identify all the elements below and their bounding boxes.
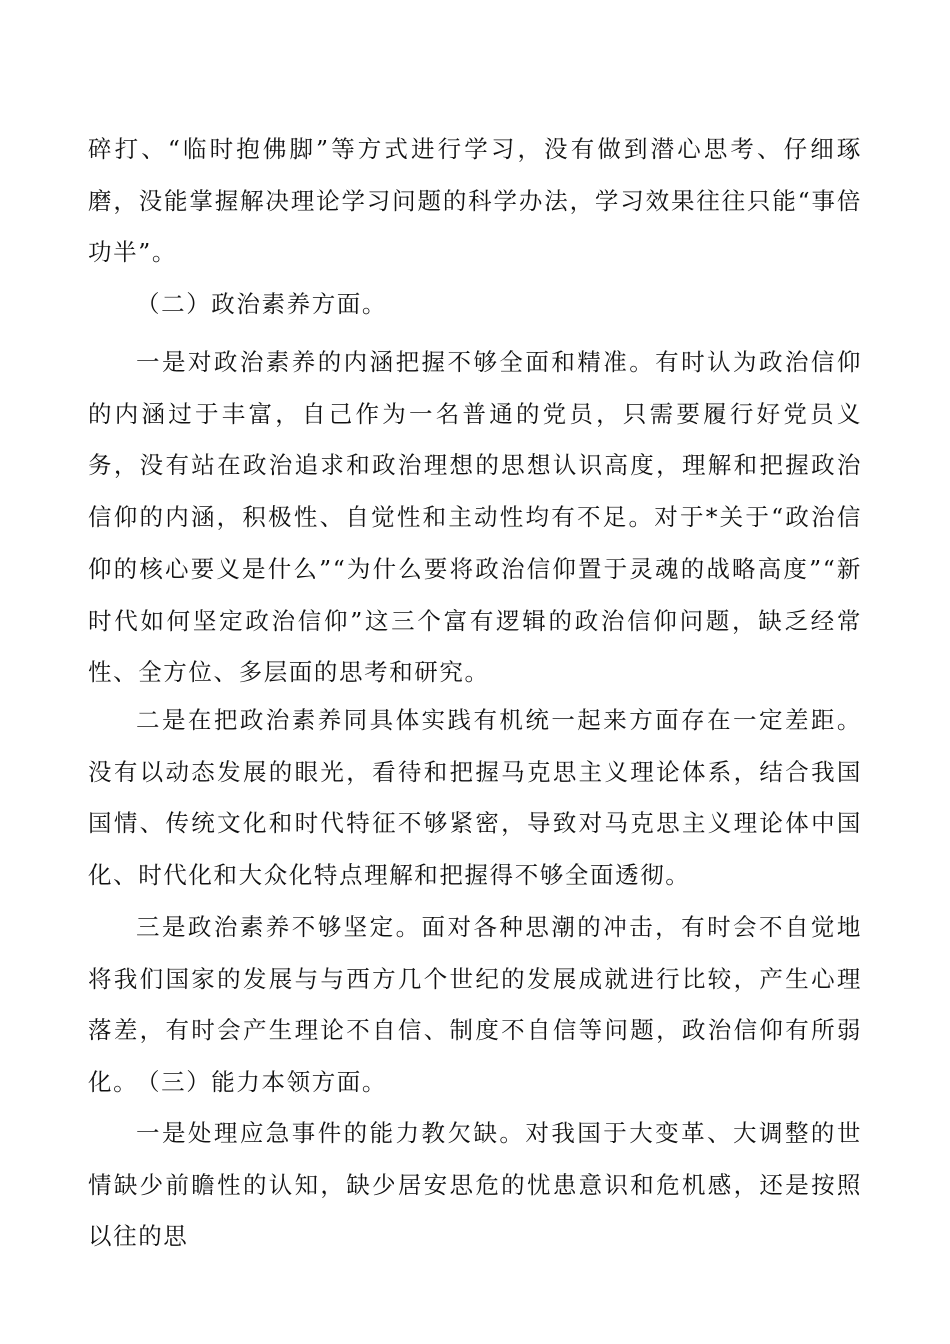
section-heading-ability: （三）能力本领方面。 bbox=[136, 1068, 387, 1096]
paragraph-political-point-3: 三是政治素养不够坚定。面对各种思潮的冲击，有时会不自觉地将我们国家的发展与与西方几个世纪的发展成就进行比较，产生心理落差，有时会产生理论不自信、制度不自信等问题，政治信仰有所弱化。 bbox=[88, 913, 862, 1097]
paragraph-continuation: 碎打、“临时抱佛脚”等方式进行学习，没有做到潜心思考、仔细琢磨，没能掌握解决理论学习问题的科学办法，学习效果往往只能“事倍功半”。 bbox=[88, 135, 862, 267]
paragraph-political-point-1: 一是对政治素养的内涵把握不够全面和精准。有时认为政治信仰的内涵过于丰富，自己作为一名普通的党员，只需要履行好党员义务，没有站在政治追求和政治理想的思想认识高度，理解和把握政治信仰的内涵，积极性、自觉性和主动性均有不足。对于*关于“政治信仰的核心要义是什么”“为什么要将政治信仰置于灵魂的战略高度”“新时代如何坚定政治信仰”这三个富有逻辑的政治信仰问题，缺乏经常性、全方位、多层面的思考和研究。 bbox=[88, 348, 862, 687]
paragraph-ability-point-1: 一是处理应急事件的能力教欠缺。对我国于大变革、大调整的世情缺少前瞻性的认知，缺少居安思危的忧患意识和危机感，还是按照以往的思 bbox=[88, 1119, 862, 1251]
paragraph-political-point-2: 二是在把政治素养同具体实践有机统一起来方面存在一定差距。没有以动态发展的眼光，看待和把握马克思主义理论体系，结合我国国情、传统文化和时代特征不够紧密，导致对马克思主义理论体中国化、时代化和大众化特点理解和把握得不够全面透彻。 bbox=[88, 706, 862, 890]
section-heading-political-literacy: （二）政治素养方面。 bbox=[136, 290, 387, 318]
